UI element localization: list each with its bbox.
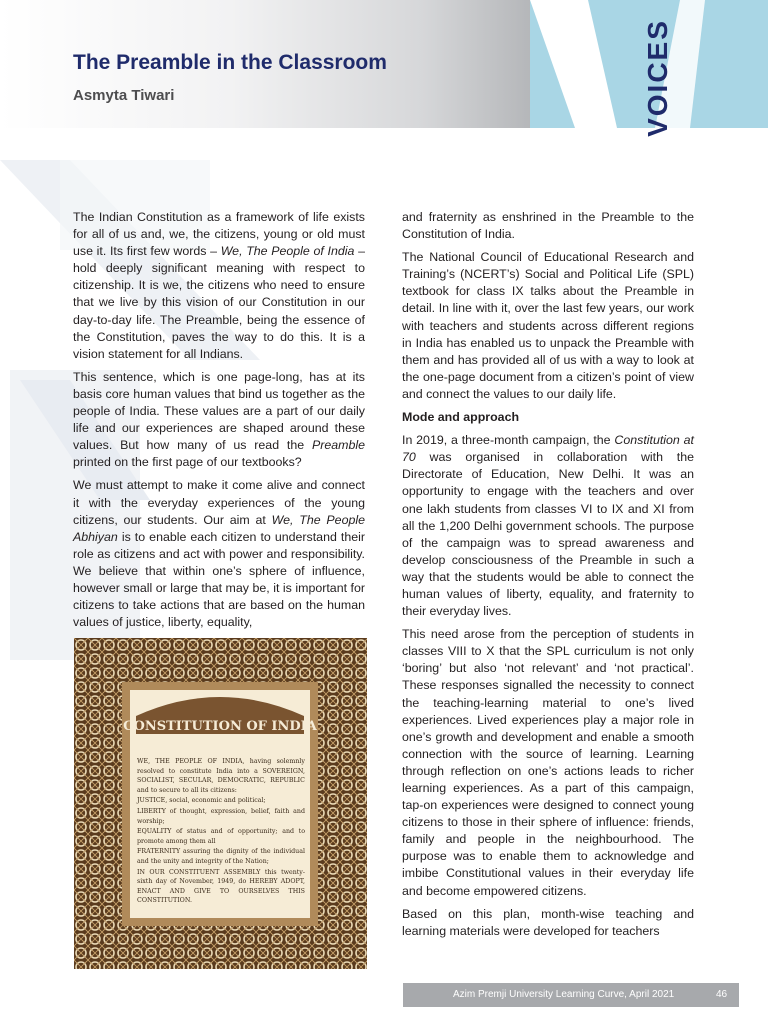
image-heading: CONSTITUTION OF INDIA [123, 719, 317, 734]
section-subheading: Mode and approach [402, 410, 520, 425]
left-text-column [73, 209, 365, 637]
preamble-line: IN OUR CONSTITUENT ASSEMBLY this twenty-sixth day of November, 1949, do HEREBY ADOPT, ENACT AND GIVE TO OURSELVES THIS CONSTITUTION. [137, 868, 305, 905]
page-footer [403, 983, 739, 1007]
paragraph: This sentence, which is one page-long, has at its basis core human values that bind us together as the people of India. These values are a part of our daily life and our experiences are shaped around these values. But how many of us read the Preamble printed on the first page of our textbooks? [73, 369, 365, 470]
preamble-line: FRATERNITY assuring the dignity of the individual and the unity and integrity of the Nation; [137, 848, 305, 865]
paragraph: This need arose from the perception of students in classes VIII to X that the SPL curriculum is not only ‘boring’ but also ‘not relevant’ and ‘not practical’. These responses signalled the necessity to connect the teaching-learning material to one’s lived experiences. Lived experiences play a major role in one’s growth and development and enable a smooth connection with the source of learning. Learning through reflection on one’s actions leads to richer learning experiences. As a part of this campaign, tap-on experiences were designed to connect young citizens to those in their sphere of influence: friends, family and people in the neighbourhood. The purpose was to enable them to acknowledge and imbibe Constitutional values in their everyday life and become empowered citizens. [402, 627, 694, 898]
paragraph: In 2019, a three-month campaign, the Constitution at 70 was organised in collaboration with the Directorate of Education, New Delhi. It was an opportunity to engage with the teachers and over one lakh students from classes VI to IX and XI from all the 1,200 Delhi government schools. The purpose of the campaign was to spread awareness and develop consciousness of the Preamble in such a way that the students would be able to connect the human values of liberty, equality, and fraternity to their everyday lives. [402, 433, 694, 619]
preamble-line: EQUALITY of status and of opportunity; and to promote among them all [137, 828, 305, 845]
preamble-text [137, 757, 305, 907]
page-number: 46 [716, 989, 728, 1000]
paragraph: and fraternity as enshrined in the Preamble to the Constitution of India. [402, 210, 694, 242]
right-text-column [402, 209, 694, 946]
preamble-line: JUSTICE, social, economic and political; [137, 797, 266, 805]
paragraph: We must attempt to make it come alive and connect it with the everyday experiences of the young citizens, our students. Our aim at We, The People Abhiyan is to enable each citizen to understand their role as citizens and act with power and responsibility. We believe that within one’s sphere of influence, however small or large that may be, it is important for citizens to take actions that are based on the human values of justice, liberty, equality, [73, 478, 365, 630]
article-author: Asmyta Tiwari [73, 87, 175, 104]
paragraph: The Indian Constitution as a framework of life exists for all of us and, we, the citizens, young or old must use it. Its first few words – We, The People of India – hold deeply significant meaning with respect to citizenship. It is we, the citizens who need to ensure that we live by this vision of our Constitution in our day-to-day life. The Preamble, being the essence of the Constitution, paves the way to do this. It is a vision statement for all Indians. [73, 210, 365, 361]
footer-text: Azim Premji University Learning Curve, April 2021 [453, 989, 675, 1000]
paragraph: The National Council of Educational Research and Training’s (NCERT’s) Social and Political Life (SPL) textbook for class IX talks about the Preamble in detail. In line with it, over the last few years, our work with teachers and students across different regions in India has enabled us to unpack the Preamble with them and has provided all of us with a way to look at the one-page document from a citizen’s point of view and connect the values to our daily life. [402, 250, 694, 401]
preamble-line: WE, THE PEOPLE OF INDIA, having solemnly resolved to constitute India into a SOVEREIGN, SOCIALIST, SECULAR, DEMOCRATIC, REPUBLIC and to secure to all its citizens: [137, 758, 305, 794]
preamble-line: LIBERTY of thought, expression, belief, faith and worship; [137, 807, 305, 825]
paragraph: Based on this plan, month-wise teaching and learning materials were developed for teachers [402, 906, 694, 938]
section-tag: VOICES [642, 19, 673, 137]
article-title: The Preamble in the Classroom [73, 51, 387, 74]
